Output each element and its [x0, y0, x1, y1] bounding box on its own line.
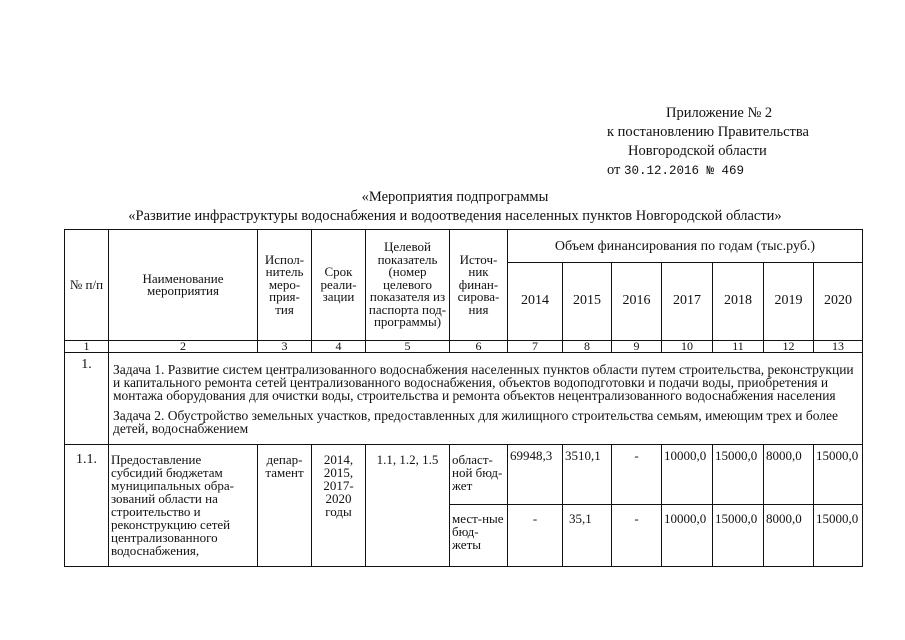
amount-cell: 15000,0 — [713, 445, 764, 505]
header-year: 2016 — [612, 263, 662, 341]
header-indicator: Целевой показатель (номер целевого показателя из паспорта под-программы) — [366, 230, 450, 341]
column-number: 9 — [612, 341, 662, 353]
amount-cell: 15000,0 — [814, 505, 863, 567]
header-term: Срок реали-зации — [312, 230, 366, 341]
amount-cell: - — [612, 505, 662, 567]
table-row — [65, 445, 863, 505]
appendix-date: 30.12.2016 № 469 — [624, 164, 745, 178]
appendix-line-2: к постановлению Правительства — [607, 124, 809, 140]
column-number: 12 — [764, 341, 814, 353]
header-year: 2018 — [713, 263, 764, 341]
amount-cell: - — [612, 445, 662, 505]
header-financing: Объем финансирования по годам (тыс.руб.) — [508, 230, 863, 263]
task-2-text: Задача 2. Обустройство земельных участков, предоставленных для жилищного строительства семьям, имеющим трех и более детей, водоснабжением — [113, 407, 839, 436]
item-indicator: 1.1, 1.2, 1.5 — [366, 445, 450, 567]
column-number: 3 — [258, 341, 312, 353]
header-year: 2015 — [563, 263, 612, 341]
amount-cell: 8000,0 — [764, 505, 814, 567]
item-term: 2014, 2015, 2017-2020 годы — [312, 445, 366, 567]
amount-cell: 15000,0 — [713, 505, 764, 567]
column-number: 10 — [662, 341, 713, 353]
item-name: Предоставление субсидий бюджетам муниципальных обра-зований области на строительство и реконструкцию сетей централизованного водоснабжения, — [109, 445, 258, 567]
header-year: 2019 — [764, 263, 814, 341]
column-number: 13 — [814, 341, 863, 353]
appendix-block — [607, 104, 809, 181]
column-number: 6 — [450, 341, 508, 353]
amount-cell: 35,1 — [563, 505, 612, 567]
column-number: 4 — [312, 341, 366, 353]
header-name: Наименование мероприятия — [109, 230, 258, 341]
column-number: 2 — [109, 341, 258, 353]
task-1-text: Задача 1. Развитие систем централизованного водоснабжения населенных пунктов области путем строительства, реконструкции и капитального ремонта сетей централизованного водоснабжения, объектов водоподготовки и подачи воды, приобретения и монтажа оборудования для очистки воды, строительства и ремонта объектов нецентрализованного водоснабжения населения — [113, 361, 854, 403]
source-name: област-ной бюд-жет — [450, 445, 508, 505]
task-row — [65, 353, 863, 445]
appendix-date-prefix: от — [607, 162, 621, 178]
task-cell — [109, 353, 863, 445]
task-row-num: 1. — [65, 353, 109, 445]
appendix-line-4 — [607, 161, 809, 181]
document-title-2: «Развитие инфраструктуры водоснабжения и водоотведения населенных пунктов Новгородской области» — [128, 208, 782, 224]
item-num: 1.1. — [65, 445, 109, 567]
header-year: 2014 — [508, 263, 563, 341]
header-source: Источ-ник финан-сирова-ния — [450, 230, 508, 341]
appendix-title: Приложение № 2 — [666, 105, 773, 121]
header-year: 2020 — [814, 263, 863, 341]
amount-cell: 69948,3 — [508, 445, 563, 505]
measures-table — [64, 229, 863, 567]
amount-cell: 10000,0 — [662, 445, 713, 505]
column-number: 11 — [713, 341, 764, 353]
amount-cell: 3510,1 — [563, 445, 612, 505]
column-number: 7 — [508, 341, 563, 353]
appendix-line-3: Новгородской области — [628, 143, 767, 159]
header-executor: Испол-нитель меро-прия-тия — [258, 230, 312, 341]
column-number: 1 — [65, 341, 109, 353]
amount-cell: 10000,0 — [662, 505, 713, 567]
column-number: 5 — [366, 341, 450, 353]
header-year: 2017 — [662, 263, 713, 341]
header-num: № п/п — [65, 230, 109, 341]
amount-cell: 8000,0 — [764, 445, 814, 505]
column-number: 8 — [563, 341, 612, 353]
source-name: мест-ные бюд-жеты — [450, 505, 508, 567]
item-executor: депар-тамент — [258, 445, 312, 567]
document-title-1: «Мероприятия подпрограммы — [361, 189, 549, 205]
amount-cell: - — [508, 505, 563, 567]
amount-cell: 15000,0 — [814, 445, 863, 505]
column-number-row — [65, 341, 863, 353]
